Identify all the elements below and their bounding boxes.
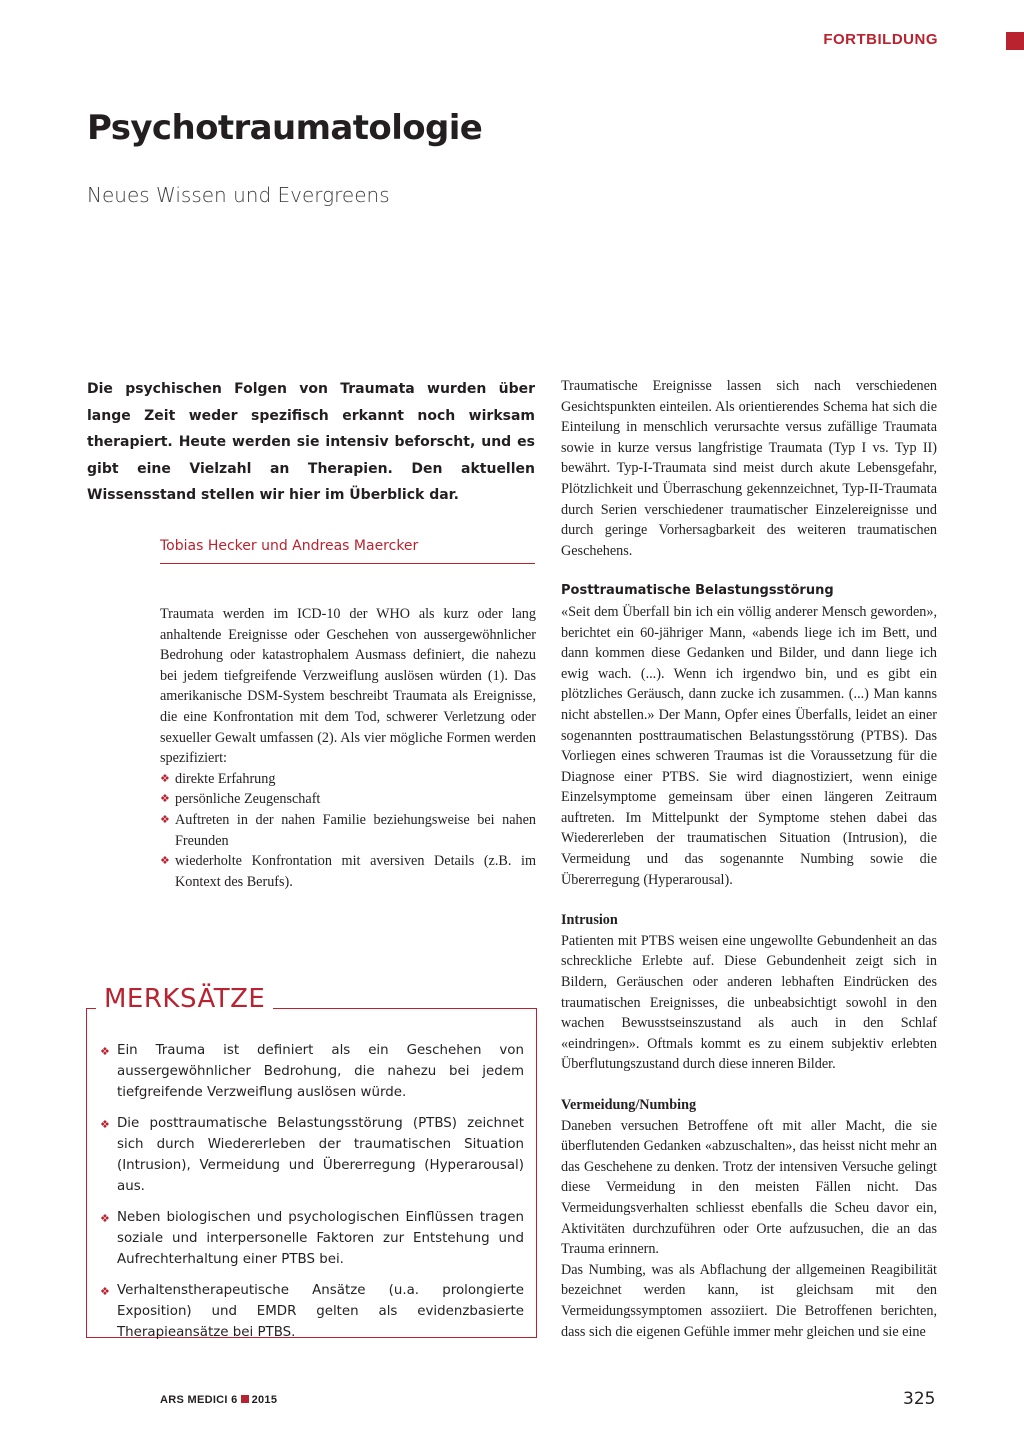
diamond-bullet-icon: ❖ bbox=[160, 855, 170, 868]
article-title: Psychotraumatologie bbox=[87, 108, 483, 148]
diamond-bullet-icon: ❖ bbox=[100, 1212, 110, 1225]
diamond-bullet-icon: ❖ bbox=[100, 1118, 110, 1131]
page-number: 325 bbox=[903, 1389, 936, 1409]
list-item: ❖ Die posttraumatische Belastungsstörung (PTBS) zeichnet sich durch Wiedererleben der traumatischen Situation (Intrusion), Vermeidung und Übererregung (Hyperarousal) aus. bbox=[100, 1116, 524, 1194]
trauma-forms-list bbox=[160, 769, 536, 893]
article-authors: Tobias Hecker und Andreas Maercker bbox=[160, 538, 419, 554]
paragraph: Daneben versuchen Betroffene oft mit aller Macht, die sie überflutenden Gedanken «abzuschalten», das heisst nicht mehr an das Geschehene zu denken. Trotz der intensiven Versuche gelingt diese Vermeidung in den meisten Fällen nicht. Das Vermeidungsverhalten schliesst ebenfalls die Scheu davor ein, Aktivitäten durchzuführen oder Orte aufzusuchen, die an das Trauma erinnern. bbox=[561, 1117, 937, 1258]
intro-column bbox=[160, 604, 536, 892]
list-item: ❖ persönliche Zeugenschaft bbox=[160, 789, 536, 810]
diamond-bullet-icon: ❖ bbox=[100, 1285, 110, 1298]
intro-paragraph: Traumata werden im ICD-10 der WHO als kurz oder lang anhaltende Ereignisse oder Geschehen von aussergewöhnlicher Bedrohung oder katastrophalem Ausmass definiert, die nahezu bei jedem tiefgreifende Verzweiflung auslösen würden (1). Das amerikanische DSM-System beschreibt Traumata als Ereignisse, die eine Konfrontation mit dem Tod, schwerer Verletzung oder sexueller Gewalt umfassen (2). Als vier mögliche Formen werden spezifiziert: bbox=[160, 606, 536, 767]
authors-divider bbox=[160, 563, 535, 564]
merksaetze-heading-wrap bbox=[96, 984, 273, 1014]
article-lead: Die psychischen Folgen von Traumata wurden über lange Zeit weder spezifisch erkannt noch wirksam therapiert. Heute werden sie intensiv beforscht, und es gibt eine Vielzahl an Therapien. Den aktuellen Wissensstand stellen wir hier im Überblick dar. bbox=[87, 381, 535, 503]
section-marker-square-icon bbox=[1006, 32, 1024, 50]
subheading-ptbs: Posttraumatische Belastungsstörung bbox=[561, 583, 834, 599]
journal-year: 2015 bbox=[251, 1394, 278, 1406]
paragraph: Patienten mit PTBS weisen eine ungewollte Gebundenheit an das schreckliche Erlebte auf. Diese Gebundenheit zeigt sich in Bildern, Geräuschen oder anderen lebhaften Eindrücken des traumatischen Ereignisses, die unbeabsichtigt sowohl in den wachen Bewusstseinszustand als auch in den Schlaf «eindringen». Oftmals kommt es zu einem subjektiv erlebten Überflutungszustand durch diese inneren Bilder. bbox=[561, 932, 937, 1073]
paragraph: «Seit dem Überfall bin ich ein völlig anderer Mensch geworden», berichtet ein 60-jähriger Mann, «abends liege ich im Bett, und dann kommen diese Gedanken und Bilder, und dann liege ich ewig wach. (...). Wenn ich irgendwo bin, und es gibt ein plötzliches Geräusch, dann zucke ich zusammen. (...) Man kanns nicht abstellen.» Der Mann, Opfer eines Überfalls, leidet an einer sogenannten posttraumatischen Belastungsstörung (PTBS). Das Vorliegen eines schweren Traumas ist die Voraussetzung für die Diagnose einer PTBS. Sie wird diagnostiziert, wenn einige Einzelsymptome gemeinsam über einen längeren Zeitraum auftreten. Im Mittelpunkt der Symptome stehen dabei das Wiedererleben der traumatischen Situation (Intrusion), die Vermeidung und das sogenannte Numbing sowie die Übererregung (Hyperarousal). bbox=[561, 603, 937, 888]
diamond-bullet-icon: ❖ bbox=[160, 772, 170, 785]
footer-square-icon bbox=[241, 1395, 249, 1403]
subheading-intrusion: Intrusion bbox=[561, 912, 618, 929]
merksaetze-heading: MERKSÄTZE bbox=[104, 984, 266, 1014]
journal-name: ARS MEDICI 6 bbox=[160, 1394, 238, 1406]
list-item: ❖ Auftreten in der nahen Familie beziehungsweise bei nahen Freunden bbox=[160, 811, 536, 849]
footer-journal bbox=[160, 1394, 277, 1406]
list-item: ❖ direkte Erfahrung bbox=[160, 769, 536, 790]
diamond-bullet-icon: ❖ bbox=[100, 1045, 110, 1058]
list-item: ❖ wiederholte Konfrontation mit aversiven Details (z.B. im Kontext des Berufs). bbox=[160, 853, 536, 890]
section-label: FORTBILDUNG bbox=[823, 31, 938, 48]
merksaetze-list bbox=[100, 1040, 524, 1353]
right-column bbox=[561, 376, 937, 1342]
diamond-bullet-icon: ❖ bbox=[160, 793, 170, 806]
diamond-bullet-icon: ❖ bbox=[160, 813, 170, 826]
paragraph: Traumatische Ereignisse lassen sich nach verschiedenen Gesichtspunkten einteilen. Als orientierendes Schema hat sich die Einteilung in menschlich verursachte versus zufällige Traumata sowie in kurze versus langfristige Traumata (Typ I vs. Typ II) bewährt. Typ-I-Traumata sind meist durch akute Lebensgefahr, Plötzlichkeit und Überraschung gekennzeichnet, Typ-II-Traumata durch Serien verschiedener traumatischer Einzelereignisse und durch geringe Vorhersagbarkeit des weiteren traumatischen Geschehens. bbox=[561, 378, 937, 559]
list-item: ❖ Verhaltenstherapeutische Ansätze (u.a. prolongierte Exposition) und EMDR gelten als evidenzbasierte Therapieansätze bei PTBS. bbox=[100, 1283, 524, 1340]
article-subtitle: Neues Wissen und Evergreens bbox=[87, 183, 390, 207]
list-item: ❖ Neben biologischen und psychologischen Einflüssen tragen soziale und interpersonelle Faktoren zur Entstehung und Aufrechterhaltung einer PTBS bei. bbox=[100, 1210, 524, 1267]
paragraph: Das Numbing, was als Abflachung der allgemeinen Reagibilität bezeichnet werden kann, ist gleichsam mit den Vermeidungssymptomen assoziiert. Die Betroffenen berichten, dass sich die eigenen Gefühle immer mehr gleichen und sie eine bbox=[561, 1261, 937, 1340]
subheading-vermeidung: Vermeidung/Numbing bbox=[561, 1097, 697, 1113]
list-item: ❖ Ein Trauma ist definiert als ein Geschehen von aussergewöhnlicher Bedrohung, die nahezu bei jedem tiefgreifende Verzweiflung auslösen würde. bbox=[100, 1043, 524, 1100]
